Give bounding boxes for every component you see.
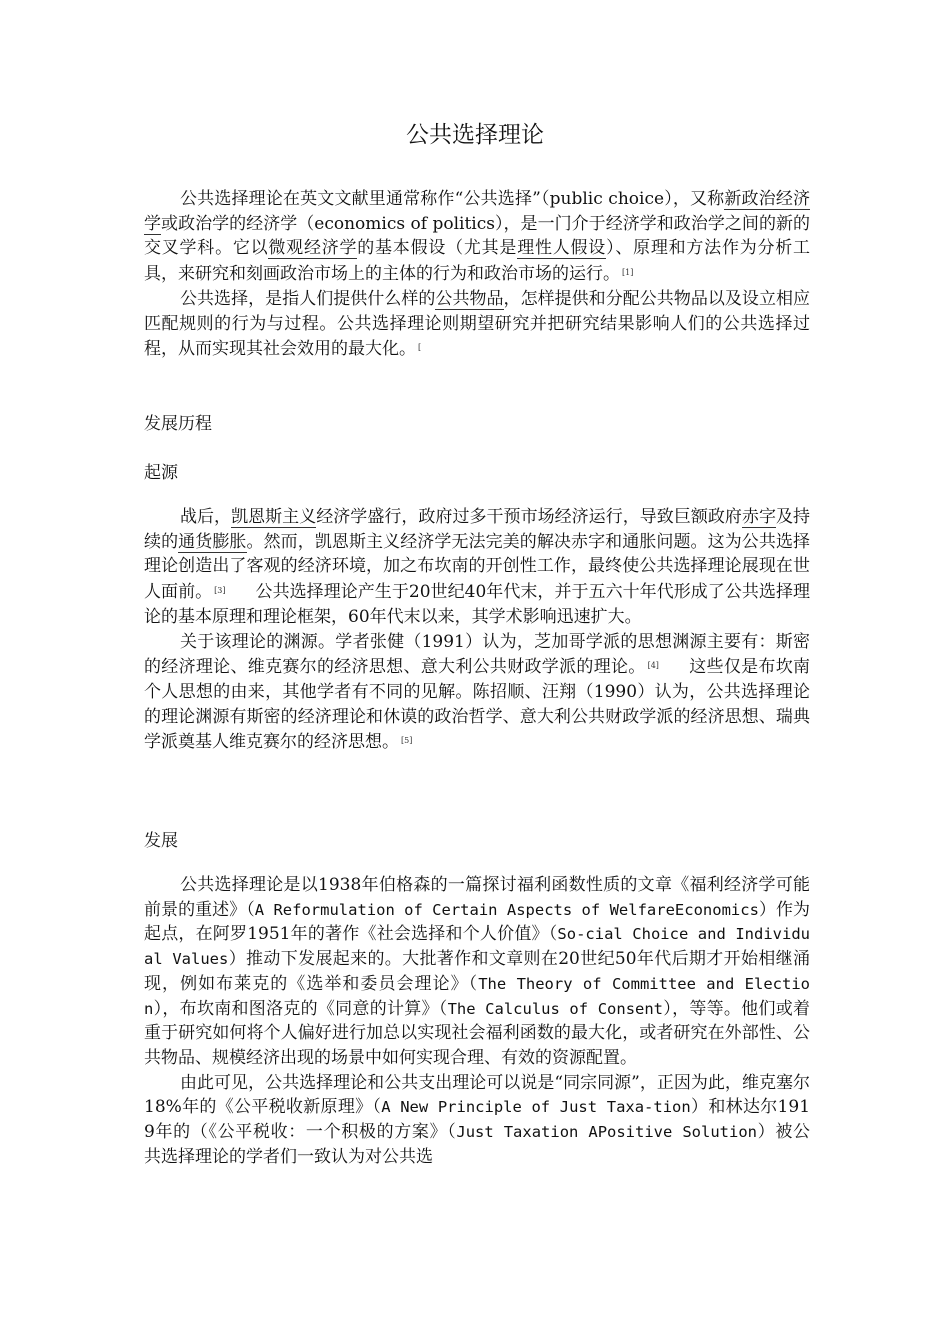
english-title: The Calculus of Consent: [447, 999, 664, 1018]
text-run: 及持续的: [144, 507, 811, 552]
text-run: 公共选择，是指人们提供什么样的: [180, 288, 436, 309]
text-run: 或政治学的经济学（economics of politics），是一门介于经济学和政治学之间的新的交叉学科。它以: [144, 213, 811, 259]
reference-marker[interactable]: [3]: [214, 586, 226, 596]
section-heading-development: 发展: [144, 831, 178, 851]
link-deficit[interactable]: 赤字: [741, 507, 776, 527]
text-run: 经济学盛行，政府过多干预市场经济运行，导致巨额政府: [316, 507, 742, 527]
reference-marker[interactable]: [4]: [647, 661, 659, 671]
text-run: ）作为起点，在阿罗1951年的著作《社会选择和个人价值》（: [144, 899, 811, 945]
origin-paragraph-1: [144, 505, 810, 630]
text-run: 公共选择理论是以1938年伯格森的一篇探讨福利函数性质的文章《福利经济学可能前景的重述》（: [144, 875, 810, 920]
origin-paragraph-2: [144, 630, 810, 756]
link-rational-person-assumption[interactable]: 理性人假设: [517, 238, 607, 259]
text-run: 由此可见，公共选择理论和公共支出理论可以说是“同宗同源”，正因为此，维克塞尔18%年的《公平税收新原理》（: [144, 1072, 810, 1118]
text-run: ），布坎南和图洛克的《同意的计算》（: [153, 998, 448, 1019]
link-keynesianism[interactable]: 凯恩斯主义: [231, 507, 317, 527]
development-paragraph-2: [144, 1071, 810, 1170]
origin-section: [144, 505, 810, 755]
reference-marker[interactable]: [: [418, 343, 422, 353]
text-run: ）、原理和方法作为分析工具，来研究和刻画政治市场上的主体的行为和政治市场的运行。: [144, 238, 811, 285]
section-heading-history: 发展历程: [144, 414, 212, 434]
english-title: The Theory of Committee and Election: [144, 974, 810, 1018]
english-title: So-cial Choice and Individual Values: [144, 925, 810, 969]
link-inflation[interactable]: 通货膨胀: [178, 531, 247, 552]
text-run: 关于该理论的渊源。学者张健（1991）认为，芝加哥学派的思想渊源主要有：斯密的经济理论、维克赛尔的经济思想、意大利公共财政学派的理论。: [144, 631, 810, 678]
development-paragraph-1: [144, 873, 810, 1071]
english-title: A New Principle of Just Taxa-tion: [381, 1098, 691, 1117]
text-run: 公共选择理论在英文文献里通常称作“公共选择”（public choice），又称: [180, 189, 725, 209]
text-run: 战后，: [180, 507, 232, 527]
text-run: ）被公共选择理论的学者们一致认为对公共选: [144, 1122, 810, 1167]
text-run: 的基本假设（尤其是: [357, 238, 518, 259]
intro-section: [144, 187, 810, 362]
english-title: Just Taxation APositive Solution: [456, 1123, 757, 1142]
intro-paragraph-1: [144, 187, 810, 287]
page-title: 公共选择理论: [406, 122, 544, 148]
development-section: [144, 873, 810, 1169]
section-heading-origin: 起源: [144, 463, 178, 483]
text-run: ，怎样提供和分配公共物品以及设立相应匹配规则的行为与过程。公共选择理论则期望研究并把研究结果影响人们的公共选择过程，从而实现其社会效用的最大化。: [144, 288, 811, 360]
intro-paragraph-2: [144, 287, 810, 362]
text-run: 公共选择理论产生于20世纪40年代末，并于五六十年代形成了公共选择理论的基本原理和理论框架，60年代末以来，其学术影响迅速扩大。: [144, 582, 810, 627]
text-run: ），等等。他们或着重于研究如何将个人偏好进行加总以实现社会福利函数的最大化，或者研究在外部性、公共物品、规模经济出现的场景中如何实现合理、有效的资源配置。: [144, 998, 811, 1068]
text-run: ）和林达尔1919年的（《公平税收：一个积极的方案》（: [144, 1097, 811, 1143]
reference-marker[interactable]: [5]: [401, 736, 413, 746]
text-run: 这些仅是布坎南个人思想的由来，其他学者有不同的见解。陈招顺、汪翔（1990）认为，公共选择理论的理论渊源有斯密的经济理论和休谟的政治哲学、意大利公共财政学派的经济思想、瑞典学派奠基人维克赛尔的经济思想。: [144, 657, 811, 753]
text-run: 。然而，凯恩斯主义经济学无法完美的解决赤字和通胀问题。这为公共选择理论创造出了客观的经济环境，加之布坎南的开创性工作，最终使公共选择理论展现在世人面前。: [144, 531, 811, 603]
link-microeconomics[interactable]: 微观经济学: [268, 238, 358, 259]
link-public-goods[interactable]: 公共物品: [435, 288, 504, 309]
reference-marker[interactable]: [1]: [622, 268, 634, 278]
text-run: ）推动下发展起来的。大批著作和文章则在20世纪50年代后期才开始相继涌现，例如布莱克的《选举和委员会理论》（: [144, 949, 810, 994]
english-title: A Reformulation of Certain Aspects of WelfareEconomics: [254, 900, 759, 919]
link-new-political-economy[interactable]: 新政治经济学: [144, 189, 810, 234]
